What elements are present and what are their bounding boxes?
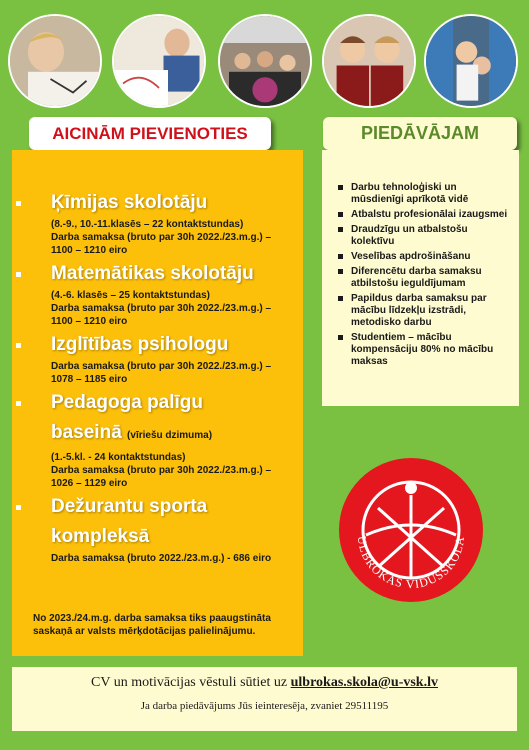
vacancy-detail: (8.-9., 10.-11.klasēs – 22 kontaktstundas) (51, 219, 244, 230)
photo-children-lockers (424, 14, 518, 108)
vacancy-detail: (1.-5.kl. - 24 kontaktstundas) (51, 452, 186, 463)
bullet-icon (338, 185, 343, 190)
vacancy-title-note: (vīriešu dzimuma) (127, 430, 213, 441)
photo-kids-drawing (112, 14, 206, 108)
salary-increase-note: No 2023./24.m.g. darba samaksa tiks paaugstināta saskaņā ar valsts mērķdotācijas palielinājumu. (33, 613, 271, 637)
school-logo-seal (336, 455, 486, 605)
cv-instructions (12, 675, 517, 691)
offer-text: Studentiem – mācību kompensāciju 80% no mācību maksas (351, 332, 494, 367)
vacancy-salary-range: 1026 – 1129 eiro (51, 478, 128, 489)
vacancy-salary-range: 1078 – 1185 eiro (51, 374, 128, 385)
vacancy-salary: Darba samaksa (bruto par 30h 2022./23.m.g.) – (51, 303, 272, 314)
vacancy-sports-attendant (30, 492, 290, 565)
offer-text: Atbalstu profesionālai izaugsmei (351, 209, 508, 220)
vacancy-salary: Darba samaksa (bruto par 30h 2022./23.m.g.) – (51, 361, 272, 372)
offer-text: Veselības apdrošināšanu (351, 251, 471, 262)
cv-instructions-text: CV un motivācijas vēstuli sūtiet uz (91, 675, 291, 690)
school-logo-text: ULBROKAS VIDUSSKOLA (354, 535, 468, 592)
offers-list (338, 182, 510, 371)
photo-strip (0, 10, 529, 110)
bullet-icon (338, 227, 343, 232)
email-link[interactable]: ulbrokas.skola@u-vsk.lv (290, 675, 438, 690)
vacancy-title-part: baseinā (51, 422, 122, 443)
vacancy-salary-range: 1100 – 1210 eiro (51, 316, 128, 327)
offer-text: Darbu tehnoloģiski un mūsdienīgi aprīkotā vidē (351, 182, 469, 205)
offer-text: Papildus darba samaksu par mācību līdzekļu izstrādi, metodisko darbu (351, 293, 487, 328)
vacancy-title: Izglītības psihologu (51, 334, 229, 355)
vacancy-list (30, 188, 290, 565)
offer-item (338, 251, 510, 263)
vacancy-title: Pedagoga palīgu (51, 392, 204, 413)
vacancy-title-cont: kompleksā (51, 526, 150, 547)
offer-item (338, 182, 510, 206)
vacancy-math-teacher (30, 259, 290, 328)
school-logo (336, 455, 486, 605)
offer-text: Diferencētu darba samaksu atbilstošu ieguldījumam (351, 266, 482, 289)
vacancy-title: Matemātikas skolotāju (51, 263, 254, 284)
vacancy-salary: Darba samaksa (bruto par 30h 2022./23.m.g.) – (51, 465, 272, 476)
vacancy-salary: Darba samaksa (bruto par 30h 2022./23.m.g.) – (51, 232, 272, 243)
offer-text: Draudzīgu un atbalstošu kolektīvu (351, 224, 468, 247)
bullet-icon (16, 343, 21, 348)
photo-boy-writing (8, 14, 102, 108)
bullet-icon (338, 296, 343, 301)
vacancy-salary-range: 1100 – 1210 eiro (51, 245, 128, 256)
bullet-icon (338, 212, 343, 217)
bullet-icon (338, 254, 343, 259)
bullet-icon (338, 335, 343, 340)
offer-item (338, 266, 510, 290)
vacancy-pool-assistant (30, 388, 290, 490)
vacancy-detail: (4.-6. klasēs – 25 kontaktstundas) (51, 290, 210, 301)
bullet-icon (16, 272, 21, 277)
offer-item (338, 209, 510, 221)
offer-item (338, 293, 510, 329)
photo-pupils-uniform (322, 14, 416, 108)
contact-footer (12, 667, 517, 731)
photo-classroom (218, 14, 312, 108)
vacancy-title: Dežurantu sporta (51, 496, 208, 517)
offer-item (338, 332, 510, 368)
vacancy-title-cont (51, 418, 290, 451)
we-offer-heading: PIEDĀVĀJAM (323, 117, 517, 150)
join-us-heading: AICINĀM PIEVIENOTIES (29, 117, 271, 150)
vacancy-psychologist (30, 330, 290, 386)
bullet-icon (16, 201, 21, 206)
bullet-icon (16, 401, 21, 406)
phone-line: Ja darba piedāvājums Jūs ieinteresēja, zvaniet 29511195 (140, 700, 389, 712)
bullet-icon (338, 269, 343, 274)
offer-item (338, 224, 510, 248)
vacancy-title: Ķīmijas skolotāju (51, 192, 208, 213)
vacancy-salary: Darba samaksa (bruto 2022./23.m.g.) - 686 eiro (51, 553, 272, 564)
vacancy-chemistry-teacher (30, 188, 290, 257)
bullet-icon (16, 505, 21, 510)
